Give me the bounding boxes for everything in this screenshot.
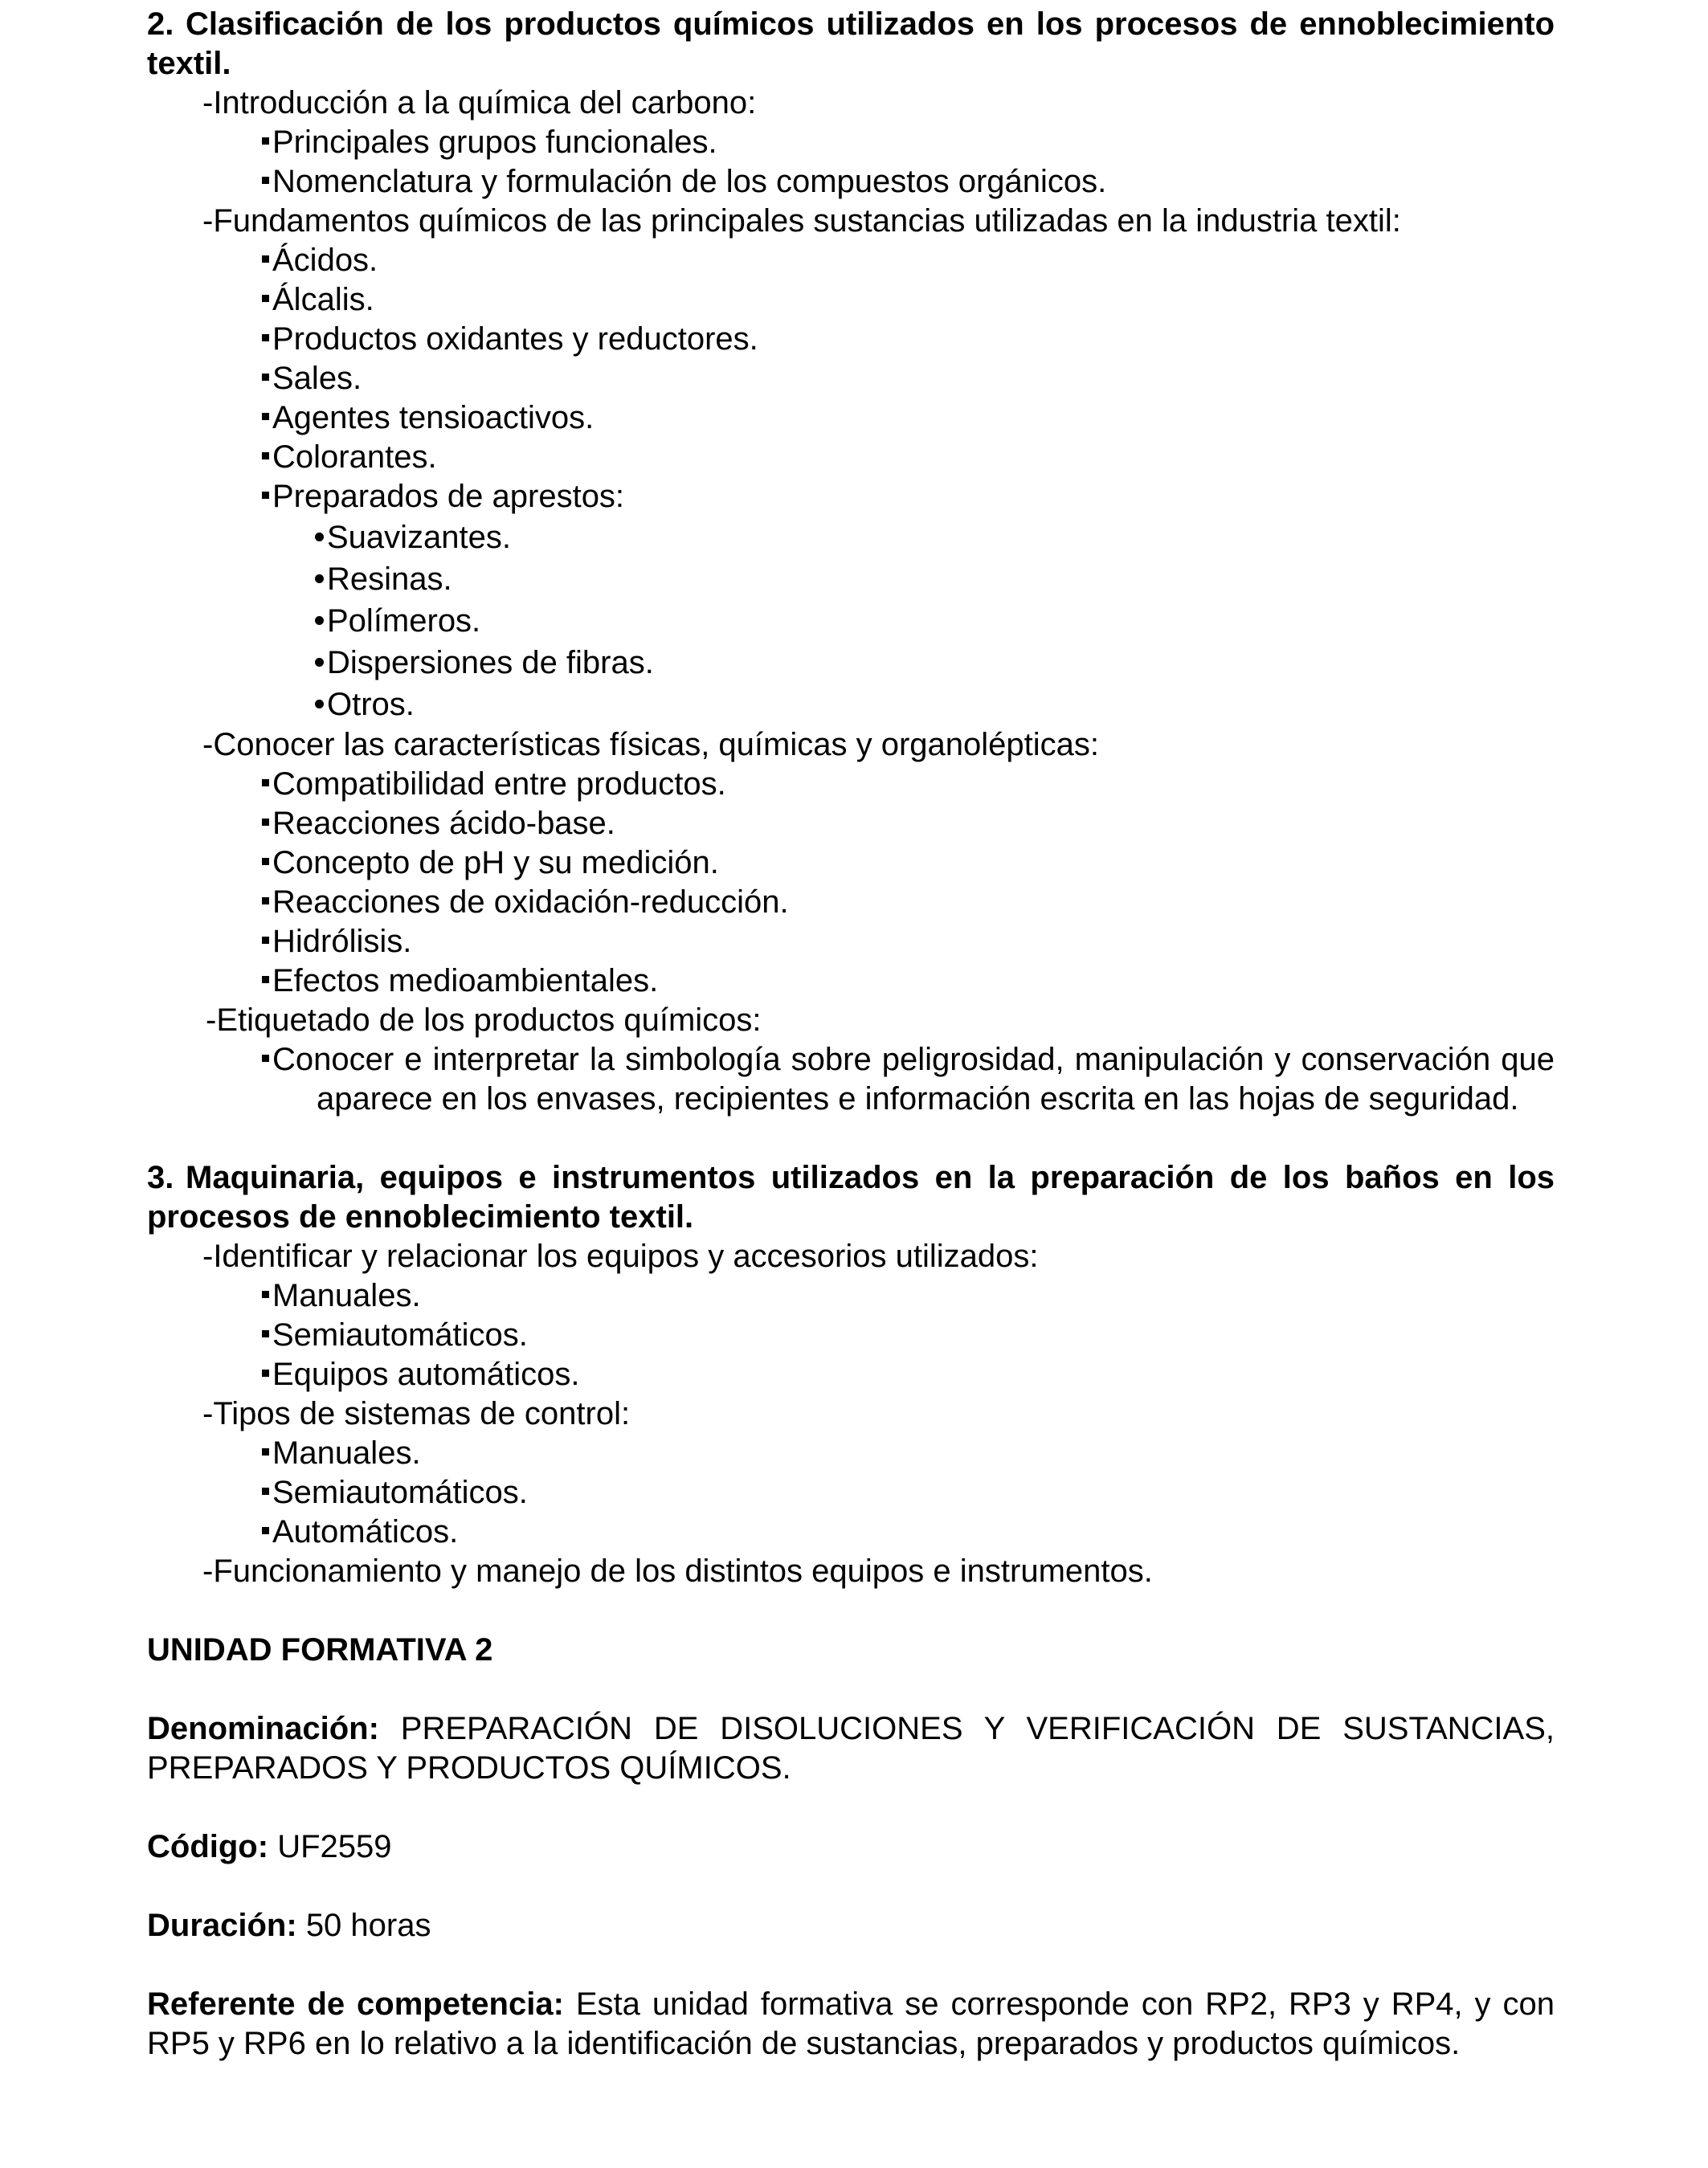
list-item: Compatibilidad entre productos. bbox=[147, 765, 1555, 804]
group-label: -Funcionamiento y manejo de los distintos equipos e instrumentos. bbox=[202, 1554, 1153, 1589]
square-bullet-icon bbox=[262, 137, 269, 145]
list-item: Reacciones ácido-base. bbox=[147, 804, 1555, 843]
denominacion-value: PREPARACIÓN DE DISOLUCIONES Y VERIFICACIÓN DE SUSTANCIAS, PREPARADOS Y PRODUCTOS QUÍMICOS. bbox=[147, 1711, 1555, 1786]
sub-list-item: Dispersiones de fibras. bbox=[147, 642, 1555, 684]
sub-list-item: Polímeros. bbox=[147, 600, 1555, 642]
square-bullet-icon bbox=[262, 858, 269, 865]
section-title: Clasificación de los productos químicos utilizados en los procesos de ennoblecimiento textil. bbox=[147, 6, 1555, 81]
referente-label: Referente de competencia: bbox=[147, 1986, 564, 2022]
round-bullet-icon bbox=[315, 533, 324, 541]
section-title: Maquinaria, equipos e instrumentos utilizados en la preparación de los baños en los procesos de ennoblecimiento textil. bbox=[147, 1160, 1555, 1235]
codigo-value: UF2559 bbox=[277, 1829, 392, 1864]
square-bullet-icon bbox=[262, 1527, 269, 1534]
square-bullet-icon bbox=[262, 255, 269, 263]
list-item: Concepto de pH y su medición. bbox=[147, 843, 1555, 883]
list-item: Manuales. bbox=[147, 1276, 1555, 1316]
list-item: Manuales. bbox=[147, 1434, 1555, 1473]
round-bullet-icon bbox=[315, 574, 324, 583]
square-bullet-icon bbox=[262, 976, 269, 983]
section-number: 2. bbox=[147, 6, 174, 42]
square-bullet-icon bbox=[262, 1448, 269, 1456]
unit-title: UNIDAD FORMATIVA 2 bbox=[147, 1632, 493, 1668]
denominacion-label: Denominación: bbox=[147, 1711, 379, 1746]
square-bullet-icon bbox=[262, 1055, 269, 1062]
list-item: Álcalis. bbox=[147, 280, 1555, 320]
list-item: Principales grupos funcionales. bbox=[147, 123, 1555, 162]
list-item: Automáticos. bbox=[147, 1513, 1555, 1552]
group-label: -Tipos de sistemas de control: bbox=[202, 1396, 631, 1431]
round-bullet-icon bbox=[315, 700, 324, 708]
square-bullet-icon bbox=[262, 937, 269, 944]
group-label: -Conocer las características físicas, químicas y organolépticas: bbox=[202, 727, 1099, 762]
list-item: Preparados de aprestos: bbox=[147, 477, 1555, 516]
square-bullet-icon bbox=[262, 779, 269, 786]
square-bullet-icon bbox=[262, 1488, 269, 1495]
referente-value: Esta unidad formativa se corresponde con RP2, RP3 y RP4, y con RP5 y RP6 en lo relativo a la identificación de sustancias, preparados y productos químicos. bbox=[147, 1986, 1555, 2061]
list-item: Nomenclatura y formulación de los compuestos orgánicos. bbox=[147, 162, 1555, 202]
square-bullet-icon bbox=[262, 1291, 269, 1298]
square-bullet-icon bbox=[262, 819, 269, 826]
document-page bbox=[147, 5, 1555, 2064]
group-label: -Introducción a la química del carbono: bbox=[202, 85, 757, 120]
square-bullet-icon bbox=[262, 897, 269, 904]
square-bullet-icon bbox=[262, 492, 269, 499]
list-item: Equipos automáticos. bbox=[147, 1355, 1555, 1394]
sub-list-item: Otros. bbox=[147, 684, 1555, 725]
list-item: Ácidos. bbox=[147, 241, 1555, 280]
list-item: Semiautomáticos. bbox=[147, 1473, 1555, 1513]
list-item: Conocer e interpretar la simbología sobre peligrosidad, manipulación y conservación que aparece en los envases, recipientes e información escrita en las hojas de seguridad. bbox=[147, 1040, 1555, 1119]
codigo bbox=[147, 1827, 1555, 1867]
square-bullet-icon bbox=[262, 1370, 269, 1377]
list-item: Reacciones de oxidación-reducción. bbox=[147, 883, 1555, 922]
round-bullet-icon bbox=[315, 658, 324, 667]
square-bullet-icon bbox=[262, 177, 269, 184]
round-bullet-icon bbox=[315, 616, 324, 625]
square-bullet-icon bbox=[262, 374, 269, 381]
section-number: 3. bbox=[147, 1160, 174, 1195]
referente bbox=[147, 1985, 1555, 2064]
list-item: Agentes tensioactivos. bbox=[147, 398, 1555, 438]
list-item: Semiautomáticos. bbox=[147, 1316, 1555, 1355]
duracion bbox=[147, 1906, 1555, 1945]
denominacion bbox=[147, 1709, 1555, 1788]
group-label: -Identificar y relacionar los equipos y accesorios utilizados: bbox=[202, 1239, 1039, 1274]
list-item: Efectos medioambientales. bbox=[147, 962, 1555, 1001]
square-bullet-icon bbox=[262, 1330, 269, 1337]
square-bullet-icon bbox=[262, 334, 269, 341]
list-item: Hidrólisis. bbox=[147, 922, 1555, 962]
square-bullet-icon bbox=[262, 413, 269, 420]
section-2-heading bbox=[147, 5, 1555, 84]
codigo-label: Código: bbox=[147, 1829, 269, 1864]
list-item: Productos oxidantes y reductores. bbox=[147, 320, 1555, 359]
list-item: Colorantes. bbox=[147, 438, 1555, 477]
square-bullet-icon bbox=[262, 295, 269, 302]
list-item: Sales. bbox=[147, 359, 1555, 398]
square-bullet-icon bbox=[262, 452, 269, 459]
sub-list-item: Suavizantes. bbox=[147, 516, 1555, 558]
section-3-heading bbox=[147, 1158, 1555, 1237]
sub-list-item: Resinas. bbox=[147, 558, 1555, 600]
group-label: -Etiquetado de los productos químicos: bbox=[206, 1002, 762, 1038]
duracion-value: 50 horas bbox=[305, 1908, 431, 1943]
group-label: -Fundamentos químicos de las principales sustancias utilizadas en la industria textil: bbox=[202, 203, 1401, 239]
duracion-label: Duración: bbox=[147, 1908, 297, 1943]
